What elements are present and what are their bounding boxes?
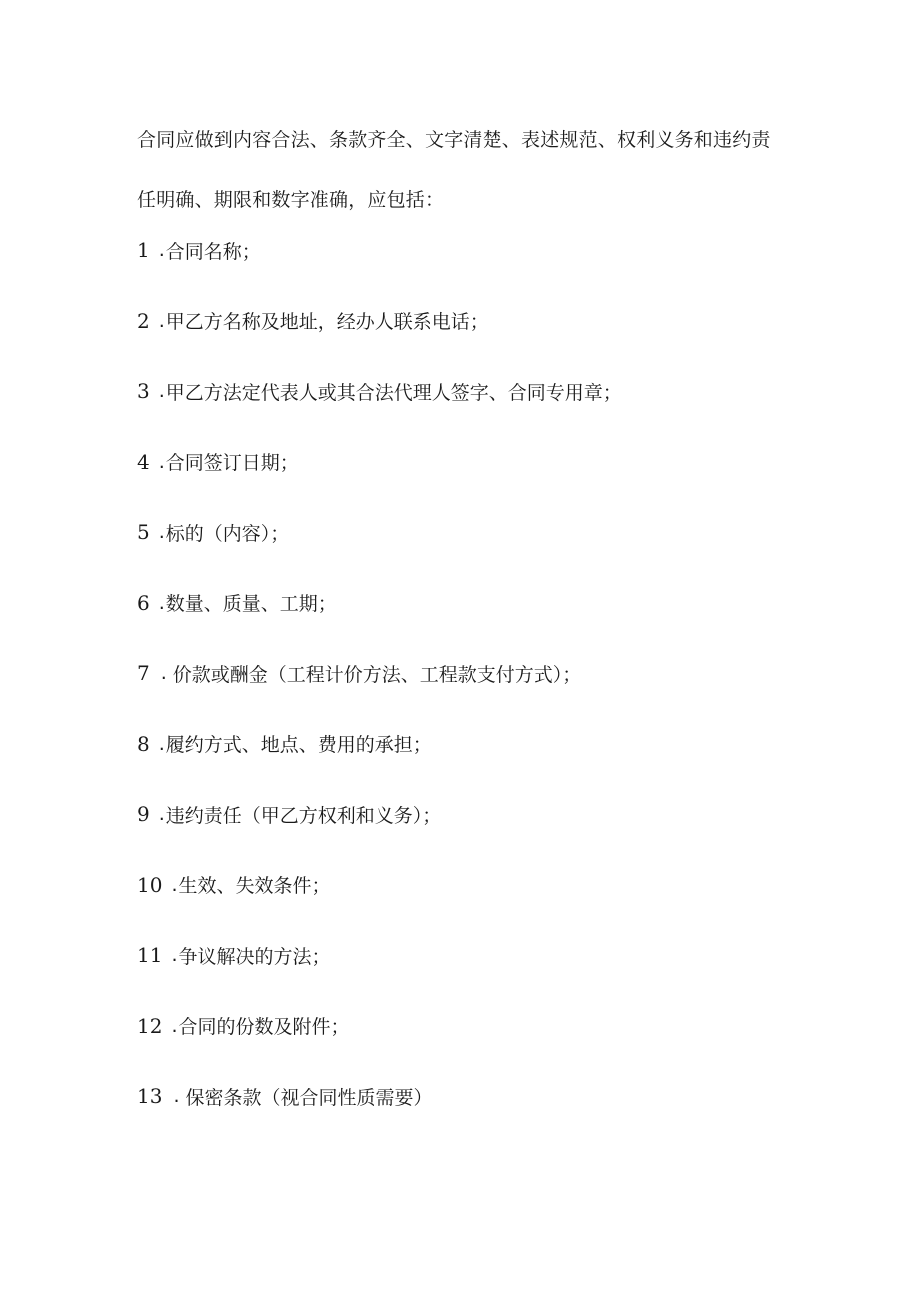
list-item: 2 . 甲乙方名称及地址，经办人联系电话； <box>137 308 489 334</box>
item-number: 4 <box>137 449 150 474</box>
item-number: 9 <box>137 802 150 827</box>
item-text: 数量、质量、工期； <box>165 593 337 616</box>
item-number: 5 <box>137 520 150 545</box>
item-text: 甲乙方法定代表人或其合法代理人签字、合同专用章； <box>165 381 622 404</box>
item-number: 2 <box>137 308 150 333</box>
item-text: 违约责任（甲乙方权利和义务）； <box>165 804 442 827</box>
item-number: 1 <box>137 238 150 263</box>
item-number: 10 <box>137 872 163 897</box>
item-number: 6 <box>137 590 150 615</box>
item-text: 合同签订日期； <box>165 452 299 475</box>
item-number: 12 <box>137 1013 163 1038</box>
item-text: 争议解决的方法； <box>178 945 331 968</box>
item-number: 3 <box>137 379 150 404</box>
list-item: 7 . 价款或酬金（工程计价方法、工程款支付方式）； <box>137 661 582 686</box>
list-item: 5 . 标的（内容）； <box>137 520 290 545</box>
item-text: 生效、失效条件； <box>178 875 331 898</box>
item-text: 价款或酬金（工程计价方法、工程款支付方式）； <box>172 663 582 686</box>
item-text: 合同名称； <box>165 240 261 263</box>
list-item: 4 . 合同签订日期； <box>137 449 299 475</box>
item-text: 合同的份数及附件； <box>178 1016 350 1039</box>
list-item: 1 . 合同名称； <box>137 238 261 263</box>
item-text: 甲乙方名称及地址，经办人联系电话； <box>165 311 489 334</box>
list-item: 12 . 合同的份数及附件； <box>137 1013 350 1039</box>
list-item: 3 . 甲乙方法定代表人或其合法代理人签字、合同专用章； <box>137 379 622 404</box>
item-number: 13 <box>137 1084 163 1109</box>
list-item: 13 . 保密条款（视合同性质需要） <box>137 1084 433 1109</box>
list-item: 11 . 争议解决的方法； <box>137 943 331 968</box>
list-item: 6 . 数量、质量、工期； <box>137 590 337 616</box>
item-number: 7 <box>137 661 150 686</box>
list-item: 8 . 履约方式、地点、费用的承担； <box>137 731 432 757</box>
item-text: 保密条款（视合同性质需要） <box>185 1086 433 1109</box>
item-number: 11 <box>137 943 163 968</box>
contract-requirements-list <box>137 215 857 1132</box>
list-item: 9 . 违约责任（甲乙方权利和义务）； <box>137 802 442 827</box>
item-text: 履约方式、地点、费用的承担； <box>165 734 432 757</box>
item-text: 标的（内容）； <box>165 522 290 545</box>
intro-paragraph: 合同应做到内容合法、条款齐全、文字清楚、表述规范、权利义务和违约责任明确、期限和数字准确，应包括： <box>137 129 771 211</box>
item-number: 8 <box>137 731 150 756</box>
list-item: 10 . 生效、失效条件； <box>137 872 331 898</box>
